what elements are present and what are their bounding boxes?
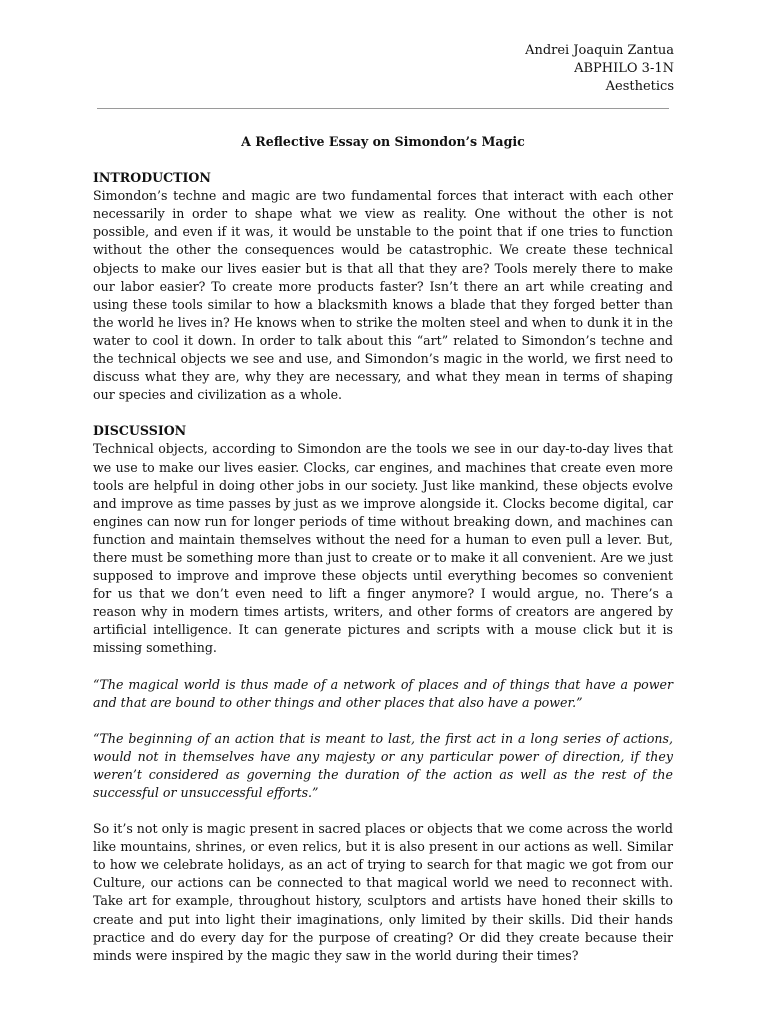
essay-title: A Reflective Essay on Simondon’s Magic (241, 134, 525, 149)
discussion-heading: DISCUSSION (93, 423, 187, 439)
quote-2: “The beginning of an action that is meant to last, the first act in a long series of actions, would not in themselves have any majesty or any particular power of direction, if they weren’t considered as governing the duration of the action as well as the rest of the successful or unsuccessful efforts.” (93, 730, 673, 800)
quote-1: “The magical world is thus made of a network of places and of things that have a power and that are bound to other things and other places that also have a power.” (93, 676, 673, 710)
discussion-paragraph-2: So it’s not only is magic present in sacred places or objects that we come across the world like mountains, shrines, or even relics, but it is also present in our actions as well. Similar to how we celebrate holidays, as an act of trying to search for that magic we got from our Culture, our actions can be connected to that magical world we need to reconnect with. Take art for example, throughout history, sculptors and artists have honed their skills to create and put into light their imaginations, only limited by their skills. Did their hands practice and do every day for the purpose of creating? Or did they create because their minds were inspired by the magic they saw in the world during their times? (93, 821, 673, 963)
essay-body (93, 133, 673, 983)
introduction-heading: INTRODUCTION (93, 170, 211, 186)
discussion-paragraph-1: Technical objects, according to Simondon are the tools we see in our day-to-day lives that we use to make our lives easier. Clocks, car engines, and machines that create even more tools are helpful in doing other jobs in our society. Just like mankind, these objects evolve and improve as time passes by just as we improve alongside it. Clocks become digital, car engines can now run for longer periods of time without breaking down, and machines can function and maintain themselves without the need for a human to even pull a lever. But, there must be something more than just to create or to make it all convenient. Are we just supposed to improve and improve these objects until everything becomes so convenient for us that we don’t even need to lift a finger anymore? I would argue, no. There’s a reason why in modern times artists, writers, and other forms of creators are angered by artificial intelligence. It can generate pictures and scripts with a mouse click but it is missing something. (93, 441, 673, 656)
introduction-paragraph: Simondon’s techne and magic are two fundamental forces that interact with each other necessarily in order to shape what we view as reality. One without the other is not possible, and even if it was, it would be unstable to the point that if one tries to function without the other the consequences would be catastrophic. We create these technical objects to make our lives easier but is that all that they are? Tools merely there to make our labor easier? To create more products faster? Isn’t there an art while creating and using these tools similar to how a blacksmith knows a blade that they forged better than the world he lives in? He knows when to strike the molten steel and when to dunk it in the water to cool it down. In order to talk about this “art” related to Simondon’s techne and the technical objects we see and use, and Simondon’s magic in the world, we first need to discuss what they are, why they are necessary, and what they mean in terms of shaping our species and civilization as a whole. (93, 188, 673, 403)
class-section: ABPHILO 3-1N (574, 61, 674, 76)
author-name: Andrei Joaquin Zantua (525, 43, 674, 58)
author-header (525, 42, 674, 96)
course-name: Aesthetics (605, 79, 674, 94)
header-divider (97, 108, 669, 109)
